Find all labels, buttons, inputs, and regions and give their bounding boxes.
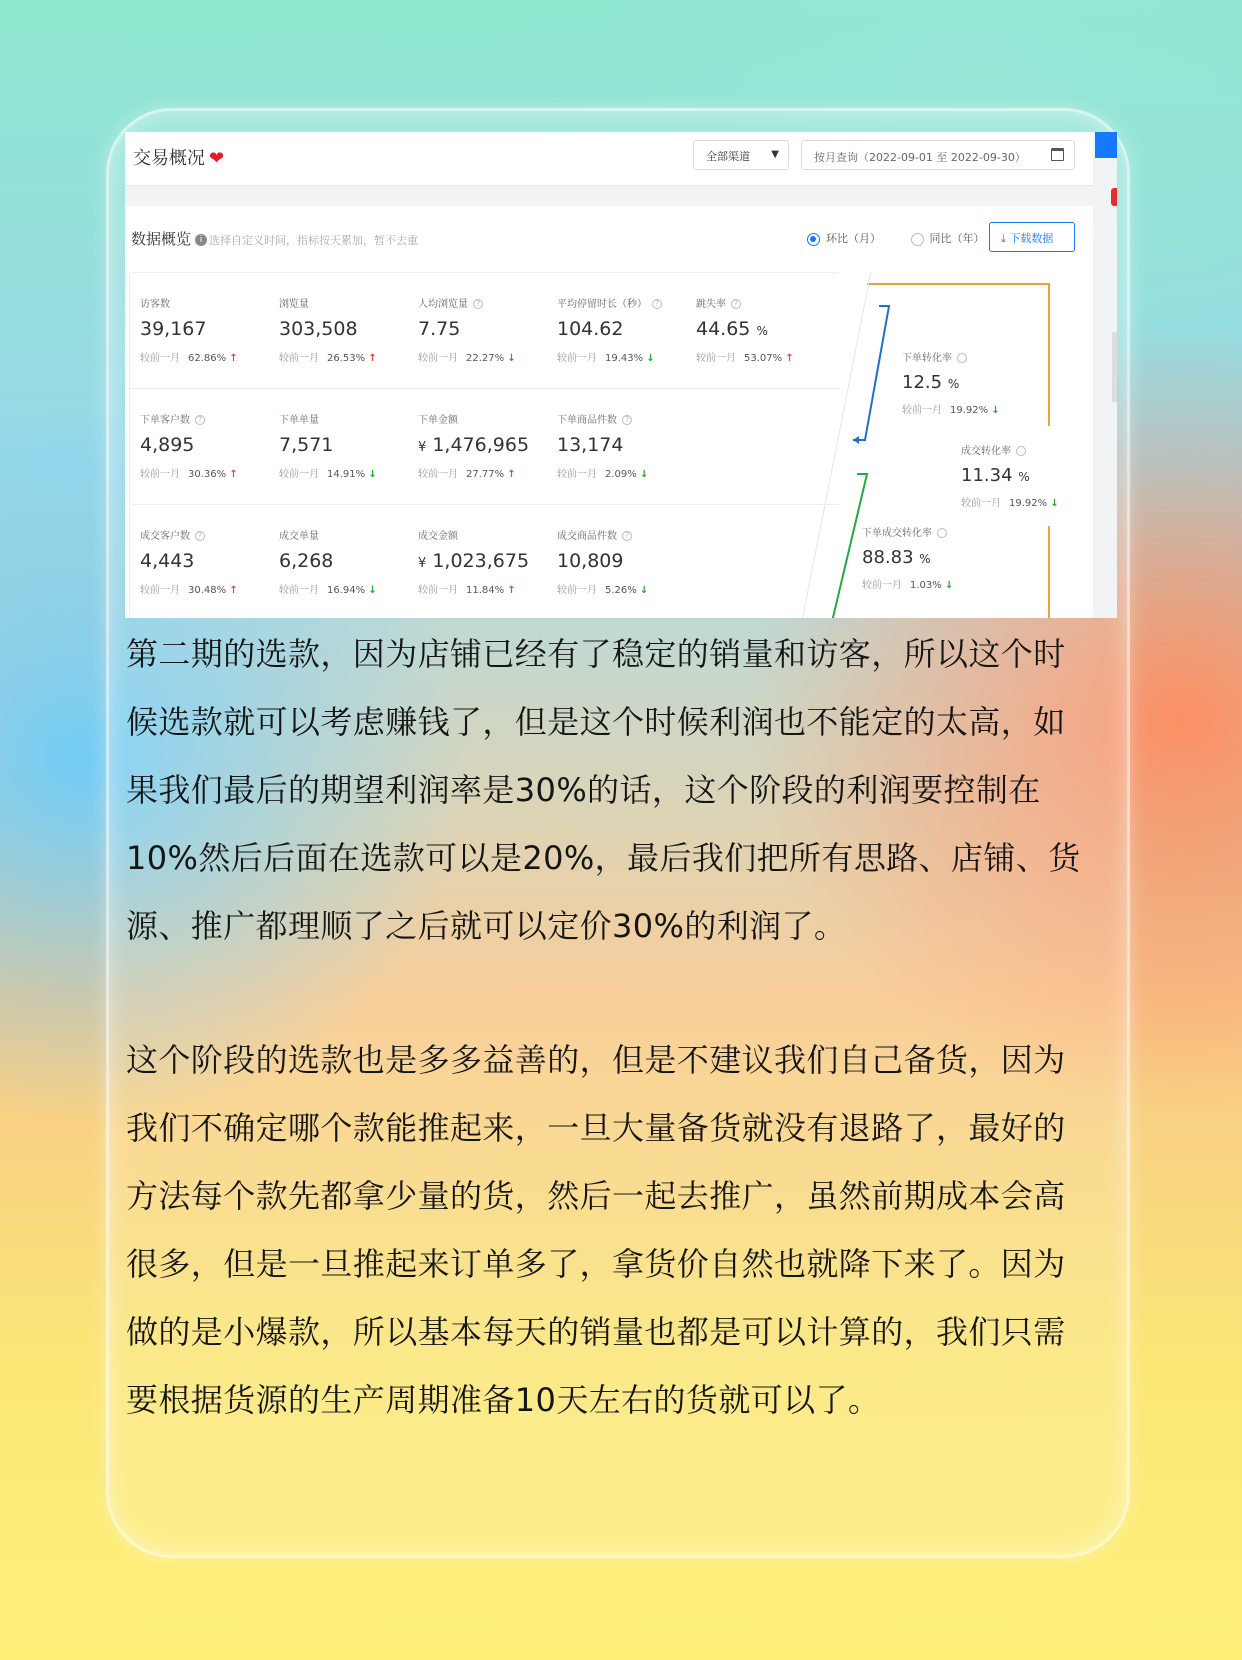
metric-unit: % bbox=[756, 324, 768, 338]
metric-change: 62.86% bbox=[188, 353, 227, 364]
article-paragraph-2: 这个阶段的选款也是多多益善的，但是不建议我们自己备货，因为我们不确定哪个款能推起来，一旦大量备货就没有退路了，最好的方法每个款先都拿少量的货，然后一起去推广，虽然前期成本会高很多，但是一旦推起来订单多了，拿货价自然也就降下来了。因为做的是小爆款，所以基本每天的销量也都是可以计算的，我们只需要根据货源的生产周期准备10天左右的货就可以了。 bbox=[126, 1041, 1066, 1419]
metric-label: 下单单量 bbox=[279, 415, 319, 426]
help-icon bbox=[1016, 446, 1026, 456]
metric-value: 104.62 bbox=[557, 318, 624, 340]
metric-value: 1,476,965 bbox=[432, 434, 530, 456]
page-title: 交易概况 ❤ bbox=[133, 148, 225, 169]
compare-label: 较前一月 bbox=[140, 585, 180, 596]
conversion-deal: 成交转化率 11.34 % 较前一月 19.92% ↓ bbox=[961, 446, 1059, 509]
metric-change: 22.27% bbox=[466, 353, 505, 364]
funnel-line-blue bbox=[853, 306, 889, 440]
download-button[interactable]: ⤓ 下载数据 bbox=[989, 222, 1075, 252]
arrow-down-icon: ↓ bbox=[991, 405, 1000, 416]
metric-value: 1,023,675 bbox=[432, 550, 530, 572]
metric-change: 53.07% bbox=[744, 353, 783, 364]
metric-label: 下单商品件数 bbox=[557, 415, 617, 426]
metric-label: 浏览量 bbox=[279, 299, 309, 310]
conversion-order-deal: 下单成交转化率 88.83 % 较前一月 1.03% ↓ bbox=[862, 528, 954, 591]
metric-value: 39,167 bbox=[140, 318, 207, 340]
compare-label: 较前一月 bbox=[418, 353, 458, 364]
compare-label: 较前一月 bbox=[279, 469, 319, 480]
arrow-up-icon: ↑ bbox=[507, 469, 516, 480]
metric-label: 人均浏览量 bbox=[418, 299, 468, 310]
compare-label: 较前一月 bbox=[557, 353, 597, 364]
help-icon: ? bbox=[195, 415, 205, 425]
metric-label: 平均停留时长（秒） bbox=[557, 299, 647, 310]
calendar-icon bbox=[1051, 148, 1064, 161]
metric-value: 6,268 bbox=[279, 550, 334, 572]
metric-value: 4,895 bbox=[140, 434, 195, 456]
arrow-down-icon: ↓ bbox=[368, 469, 377, 480]
article-paragraph-1: 第二期的选款，因为店铺已经有了稳定的销量和访客，所以这个时候选款就可以考虑赚钱了，但是这个时候利润也不能定的太高，如果我们最后的期望利润率是30%的话，这个阶段的利润要控制在10%然后后面在选款可以是20%，最后我们把所有思路、店铺、货源、推广都理顺了之后就可以定价30%的利润了。 bbox=[126, 635, 1081, 945]
metric-value: 7.75 bbox=[418, 318, 461, 340]
compare-label: 较前一月 bbox=[279, 353, 319, 364]
date-range-picker[interactable]: 按月查询（2022-09-01 至 2022-09-30） bbox=[801, 140, 1075, 170]
help-icon bbox=[937, 528, 947, 538]
metric-label: 访客数 bbox=[140, 299, 170, 310]
download-icon: ⤓ bbox=[1001, 232, 1010, 245]
arrow-down-icon: ↓ bbox=[368, 585, 377, 596]
metric-value: 13,174 bbox=[557, 434, 624, 456]
scrollbar[interactable] bbox=[1112, 332, 1117, 402]
arrow-up-icon: ↑ bbox=[229, 469, 238, 480]
help-icon: ? bbox=[473, 299, 483, 309]
metric-label: 成交客户数 bbox=[140, 531, 190, 542]
metric-value: 7,571 bbox=[279, 434, 334, 456]
currency-symbol: ¥ bbox=[418, 556, 427, 571]
panel-hint: 选择自定义时间，指标按天累加，暂不去重 bbox=[209, 234, 419, 247]
arrow-down-icon: ↓ bbox=[1050, 498, 1059, 509]
compare-label: 较前一月 bbox=[140, 469, 180, 480]
compare-label: 较前一月 bbox=[557, 469, 597, 480]
currency-symbol: ¥ bbox=[418, 440, 427, 455]
metric-value: 44.65 bbox=[696, 318, 751, 340]
metric-change: 11.84% bbox=[466, 585, 505, 596]
help-icon bbox=[957, 353, 967, 363]
help-icon: ? bbox=[731, 299, 741, 309]
metric-label: 下单客户数 bbox=[140, 415, 190, 426]
heart-icon: ❤ bbox=[209, 148, 225, 169]
side-tab-blue[interactable] bbox=[1095, 132, 1117, 158]
compare-label: 较前一月 bbox=[279, 585, 319, 596]
arrow-up-icon: ↑ bbox=[785, 353, 794, 364]
conversion-order: 下单转化率 12.5 % 较前一月 19.92% ↓ bbox=[902, 353, 1000, 416]
arrow-down-icon: ↓ bbox=[507, 353, 516, 364]
metric-change: 27.77% bbox=[466, 469, 505, 480]
info-icon: i bbox=[195, 234, 207, 246]
metric-change: 2.09% bbox=[605, 469, 637, 480]
arrow-up-icon: ↑ bbox=[229, 353, 238, 364]
metric-change: 5.26% bbox=[605, 585, 637, 596]
dashboard-screenshot bbox=[125, 132, 1117, 618]
metric-value: 4,443 bbox=[140, 550, 195, 572]
arrow-down-icon: ↓ bbox=[639, 469, 649, 480]
metric-label: 成交金额 bbox=[418, 531, 458, 542]
compare-label: 较前一月 bbox=[418, 585, 458, 596]
side-tab-red[interactable] bbox=[1111, 188, 1117, 206]
metric-change: 16.94% bbox=[327, 585, 366, 596]
metric-label: 下单金额 bbox=[418, 415, 458, 426]
compare-label: 较前一月 bbox=[696, 353, 736, 364]
arrow-down-icon: ↓ bbox=[639, 585, 649, 596]
channel-select[interactable]: 全部渠道 ▼ bbox=[693, 140, 789, 170]
metric-value: 10,809 bbox=[557, 550, 624, 572]
metric-label: 跳失率 bbox=[696, 299, 726, 310]
caret-down-icon: ▼ bbox=[771, 149, 779, 160]
metric-change: 30.36% bbox=[188, 469, 227, 480]
arrow-down-icon: ↓ bbox=[944, 580, 954, 591]
metric-change: 26.53% bbox=[327, 353, 366, 364]
compare-label: 较前一月 bbox=[557, 585, 597, 596]
metric-change: 30.48% bbox=[188, 585, 227, 596]
header-bar bbox=[125, 132, 1093, 186]
metric-label: 成交商品件数 bbox=[557, 531, 617, 542]
radio-mom[interactable]: 环比（月） bbox=[807, 232, 881, 245]
panel-title: 数据概览 i 选择自定义时间，指标按天累加，暂不去重 bbox=[131, 230, 419, 248]
metric-change: 14.91% bbox=[327, 469, 366, 480]
help-icon: ? bbox=[622, 415, 632, 425]
help-icon: ? bbox=[195, 531, 205, 541]
help-icon: ? bbox=[622, 531, 632, 541]
funnel-divider bbox=[801, 272, 871, 618]
compare-label: 较前一月 bbox=[418, 469, 458, 480]
arrow-up-icon: ↑ bbox=[229, 585, 238, 596]
arrow-up-icon: ↑ bbox=[368, 353, 377, 364]
metric-label: 成交单量 bbox=[279, 531, 319, 542]
arrow-down-icon: ↓ bbox=[646, 353, 655, 364]
arrow-up-icon: ↑ bbox=[507, 585, 516, 596]
funnel-arrow-blue bbox=[853, 436, 859, 444]
radio-yoy[interactable]: 同比（年） bbox=[911, 232, 985, 245]
metric-change: 19.43% bbox=[605, 353, 644, 364]
help-icon: ? bbox=[652, 299, 662, 309]
data-overview-panel bbox=[125, 206, 1093, 618]
metric-value: 303,508 bbox=[279, 318, 358, 340]
compare-label: 较前一月 bbox=[140, 353, 180, 364]
